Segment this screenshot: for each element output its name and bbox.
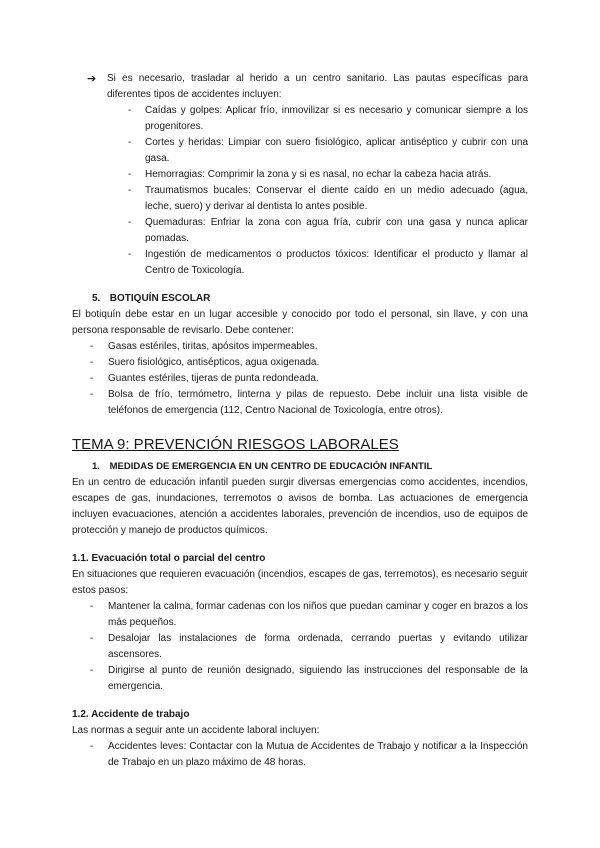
section-number: 1. [92,461,100,472]
arrow-icon: ➔ [87,73,97,85]
botiquin-heading [72,291,528,307]
dash-bullet: - [90,357,94,368]
section-title: MEDIDAS DE EMERGENCIA EN UN CENTRO DE EDUCACIÓN INFANTIL [109,461,433,472]
dash-bullet: - [128,249,132,260]
accidente-list [72,739,528,771]
list-item [72,247,528,279]
dash-bullet: - [128,185,132,196]
section-title: BOTIQUÍN ESCOLAR [109,293,211,304]
list-item-text: Guantes estériles, tijeras de punta redondeada. [108,373,319,384]
list-item [72,599,528,631]
list-item [72,355,528,371]
list-item [72,183,528,215]
section-number: 5. [92,293,101,304]
dash-bullet: - [90,373,94,384]
intro-bullet [72,71,528,103]
dash-bullet: - [128,105,132,116]
tema-title: TEMA 9: PREVENCIÓN RIESGOS LABORALES [72,436,399,453]
list-item [72,135,528,167]
list-item-text: Ingestión de medicamentos o productos tóxicos: Identificar el producto y llamar al Centro de Toxicología. [145,249,528,276]
list-item-text: Traumatismos bucales: Conservar el diente caído en un medio adecuado (agua, leche, suero) y derivar al dentista lo antes posible. [145,185,528,212]
evacuacion-list [72,599,528,695]
dash-bullet: - [128,217,132,228]
list-item [72,215,528,247]
list-item [72,739,528,771]
medidas-heading [72,459,528,475]
botiquin-list [72,339,528,419]
list-item-text: Quemaduras: Enfriar la zona con agua fría, cubrir con una gasa y nunca aplicar pomadas. [145,217,528,244]
list-item-text: Dirigirse al punto de reunión designado, siguiendo las instrucciones del responsable de la emergencia. [108,665,528,692]
page-content [72,71,528,771]
dash-bullet: - [90,633,94,644]
accidente-heading: 1.2. Accidente de trabajo [72,709,190,720]
list-item-text: Bolsa de frío, termómetro, linterna y pilas de repuesto. Debe incluir una lista visible de teléfonos de emergencia (112, Centro Nacional de Toxicología, entre otros). [108,389,528,416]
list-item-text: Mantener la calma, formar cadenas con los niños que puedan caminar y coger en brazos a los más pequeños. [108,601,528,628]
evacuacion-paragraph: En situaciones que requieren evacuación (incendios, escapes de gas, terremotos), es necesario seguir estos pasos: [72,569,528,596]
list-item [72,631,528,663]
list-item-text: Cortes y heridas: Limpiar con suero fisiológico, aplicar antiséptico y cubrir con una gasa. [145,137,528,164]
dash-bullet: - [90,389,94,400]
evacuacion-heading: 1.1. Evacuación total o parcial del centro [72,553,266,564]
list-item [72,339,528,355]
botiquin-paragraph: El botiquín debe estar en un lugar accesible y conocido por todo el personal, sin llave, y con una persona responsable de revisarlo. Debe contener: [72,309,528,336]
dash-bullet: - [128,137,132,148]
dash-bullet: - [90,665,94,676]
list-item-text: Desalojar las instalaciones de forma ordenada, cerrando puertas y evitando utilizar ascensores. [108,633,528,660]
list-item-text: Suero fisiológico, antisépticos, agua oxigenada. [108,357,320,368]
list-item [72,167,528,183]
dash-bullet: - [90,601,94,612]
medidas-paragraph: En un centro de educación infantil pueden surgir diversas emergencias como accidentes, incendios, escapes de gas, inundaciones, terremotos o avisos de bomba. Las actuaciones de emergencia incluyen evacuaciones, atención a accidentes laborales, prevención de incendios, uso de equipos de protección y manejo de productos químicos. [72,477,528,536]
dash-bullet: - [128,169,132,180]
intro-bullet-text: Si es necesario, trasladar al herido a un centro sanitario. Las pautas específicas para diferentes tipos de accidentes incluyen: [107,73,528,100]
list-item-text: Hemorragias: Comprimir la zona y si es nasal, no echar la cabeza hacia atrás. [145,169,492,180]
dash-bullet: - [90,341,94,352]
list-item [72,103,528,135]
list-item-text: Gasas estériles, tiritas, apósitos impermeables. [108,341,318,352]
list-item-text: Accidentes leves: Contactar con la Mutua de Accidentes de Trabajo y notificar a la Inspección de Trabajo en un plazo máximo de 48 horas. [108,741,528,768]
list-item-text: Caídas y golpes: Aplicar frío, inmovilizar si es necesario y comunicar siempre a los progenitores. [145,105,528,132]
accidente-paragraph: Las normas a seguir ante un accidente laboral incluyen: [72,725,320,736]
dash-bullet: - [90,741,94,752]
accident-types-list [72,103,528,279]
list-item [72,387,528,419]
list-item [72,663,528,695]
list-item [72,371,528,387]
